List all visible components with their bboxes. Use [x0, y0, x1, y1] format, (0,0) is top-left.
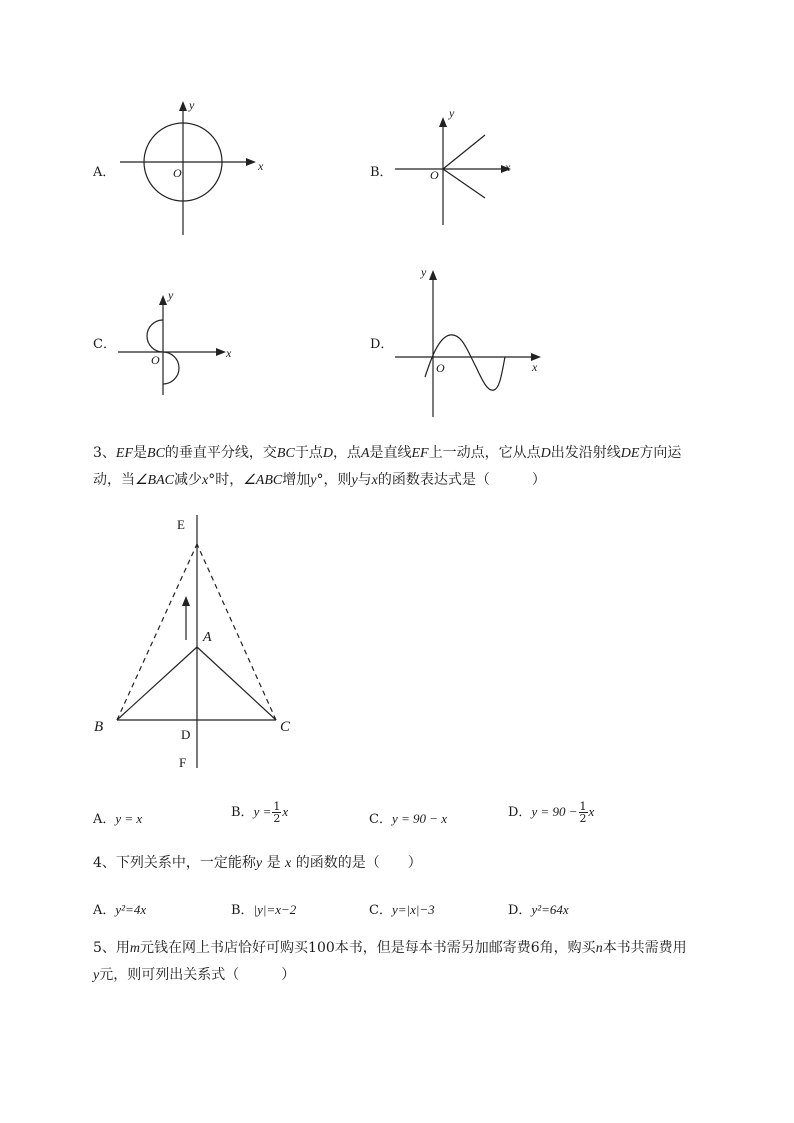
option-letter: C． — [369, 903, 392, 918]
var-x: x — [371, 473, 378, 488]
q4-option-b[interactable] — [231, 899, 296, 918]
angle-abc: ∠ABC — [243, 473, 283, 488]
text: 动，当 — [93, 472, 135, 488]
y-label: y — [421, 265, 427, 279]
q4-option-d[interactable] — [508, 899, 569, 918]
option-expr: x — [588, 804, 595, 819]
q3-option-b[interactable] — [231, 801, 288, 824]
denominator: 2 — [579, 812, 587, 825]
graph-a-circle — [110, 95, 270, 240]
option-expr: y = 90 − x — [391, 811, 448, 826]
text: 4、下列关系中，一定能称 — [93, 855, 256, 871]
var-n: n — [595, 941, 603, 956]
option-expr: y²=4x — [115, 902, 147, 917]
option-letter: A． — [93, 812, 116, 827]
label-f: F — [179, 755, 187, 770]
option-d-label: D． — [370, 337, 394, 352]
q3-option-c[interactable] — [369, 808, 447, 827]
dashed-be — [117, 544, 197, 720]
text: 5、用 — [93, 940, 130, 956]
text: 的垂直平分线，交 — [164, 445, 277, 461]
var-x: x — [285, 856, 292, 871]
text-ef: EF — [411, 446, 429, 461]
var-y: y — [310, 473, 317, 488]
origin-label: O — [151, 353, 160, 367]
motion-arrow-head — [182, 596, 190, 606]
x-label: x — [532, 360, 538, 374]
option-letter: B． — [231, 805, 254, 820]
y-arrow — [159, 295, 167, 305]
q3-option-a[interactable] — [93, 808, 142, 827]
origin-label: O — [173, 166, 182, 180]
option-b-label: B． — [370, 165, 393, 180]
option-c-label: C． — [93, 337, 116, 352]
label-e: E — [177, 517, 185, 532]
text: 的函数表达式是（ ） — [377, 472, 546, 488]
var-y: y — [255, 856, 263, 871]
text-d: D — [540, 446, 551, 461]
text-bc: BC — [276, 446, 295, 461]
y-arrow — [439, 117, 447, 127]
text: 减少 — [174, 472, 202, 488]
var-m: m — [129, 941, 141, 956]
option-expr: y=|x|−3 — [391, 902, 435, 917]
y-label: y — [168, 288, 174, 302]
option-expr: y²=64x — [531, 902, 569, 917]
label-b: B — [94, 719, 104, 735]
var-y: y — [93, 968, 100, 983]
option-expr: x — [282, 804, 289, 819]
denominator: 2 — [273, 812, 281, 825]
var-y: y — [351, 473, 358, 488]
option-letter: D． — [508, 903, 532, 918]
option-letter: D． — [508, 805, 532, 820]
label-d: D — [181, 727, 191, 742]
text: 元钱在网上书店恰好可购买100本书，但是每本书需另加邮寄费6角，购买 — [140, 940, 596, 956]
upper-semicircle — [147, 320, 163, 352]
q3-option-d[interactable] — [508, 801, 594, 824]
y-label: y — [449, 106, 455, 120]
q4-option-a[interactable] — [93, 899, 146, 918]
lower-semicircle — [163, 352, 179, 384]
segment-ac — [197, 647, 276, 720]
origin-label: O — [436, 361, 445, 375]
text: 方向运 — [639, 445, 682, 461]
x-label: x — [226, 346, 232, 360]
option-expr: |y|=x−2 — [253, 902, 297, 917]
text-bc: BC — [147, 446, 165, 461]
x-label: x — [258, 159, 264, 173]
text-d: D — [322, 446, 333, 461]
text-ef: EF — [115, 446, 134, 461]
text: 出发沿射线 — [550, 445, 621, 461]
text: 是直线 — [369, 445, 412, 461]
x-arrow — [216, 348, 226, 356]
option-letter: A． — [93, 903, 116, 918]
angle-bac: ∠BAC — [135, 473, 174, 488]
ray-down — [443, 169, 485, 198]
text: °时， — [208, 472, 244, 488]
numerator: 1 — [579, 800, 587, 813]
text: 元，则可列出关系式（ ） — [99, 967, 296, 983]
option-a-label: A． — [93, 165, 116, 180]
graph-d-sine — [390, 262, 550, 422]
text: 增加 — [282, 472, 311, 488]
origin-label: O — [430, 168, 439, 182]
text: 的函数的是（ ） — [291, 855, 422, 871]
text: °，则 — [316, 472, 352, 488]
question-number: 3、 — [93, 445, 116, 461]
fraction — [272, 801, 281, 824]
segment-ab — [117, 647, 197, 720]
text: 是 — [262, 855, 286, 871]
label-a: A — [203, 630, 212, 645]
x-label: x — [505, 160, 511, 174]
option-letter: B． — [231, 903, 254, 918]
var-x: x — [202, 473, 209, 488]
text: 本书共需费用 — [602, 940, 687, 956]
text: ，点 — [332, 445, 361, 461]
text: 上一动点，它从点 — [428, 445, 541, 461]
option-expr: y = — [253, 804, 272, 819]
text: 于点 — [294, 445, 323, 461]
text: 是 — [133, 445, 148, 461]
text: 与 — [357, 472, 372, 488]
option-expr: y = x — [115, 811, 143, 826]
question-4-stem — [93, 850, 743, 877]
q4-option-c[interactable] — [369, 899, 435, 918]
option-expr: y = 90 − — [531, 804, 578, 819]
text-a: A — [360, 446, 370, 461]
fraction — [579, 801, 588, 824]
y-arrow — [429, 270, 437, 280]
text-de: DE — [620, 446, 640, 461]
y-arrow — [179, 101, 187, 111]
question-3-stem — [93, 440, 743, 494]
label-c: C — [280, 719, 291, 735]
question-5-stem — [93, 935, 743, 989]
ray-up — [443, 135, 485, 169]
y-label: y — [189, 98, 195, 112]
numerator: 1 — [273, 800, 281, 813]
option-letter: C． — [369, 812, 392, 827]
x-arrow — [246, 158, 256, 166]
graph-b-rays — [390, 105, 520, 230]
